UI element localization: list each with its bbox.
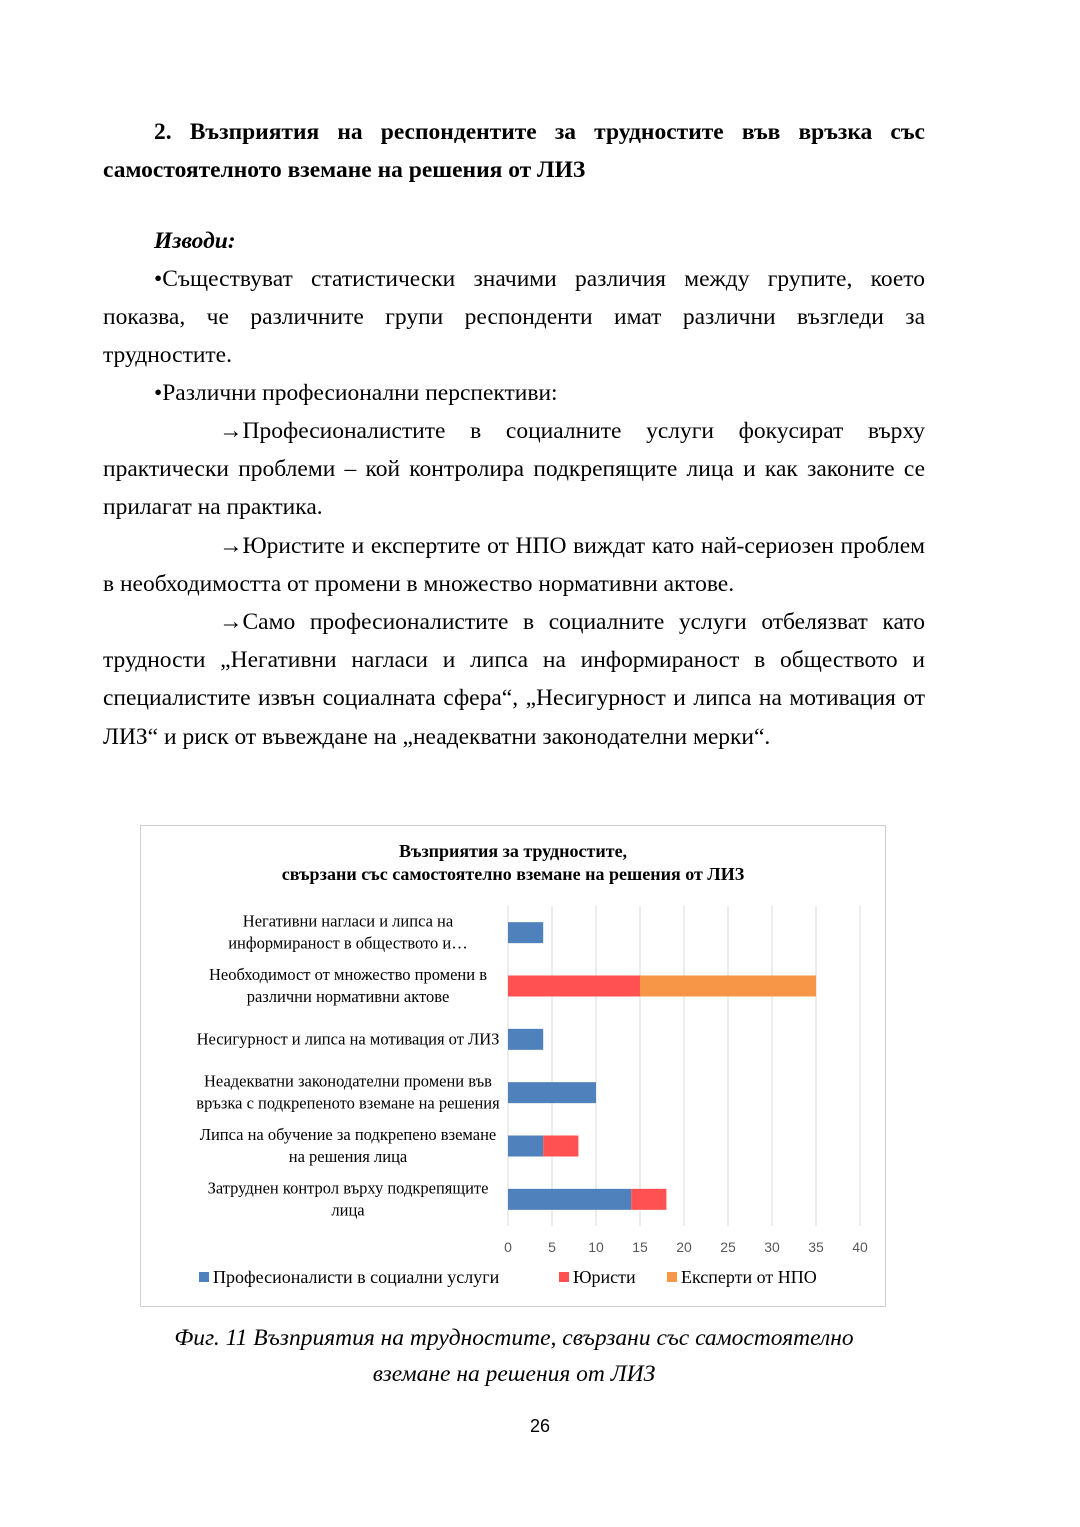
paragraph-social-services: →Професионалистите в социалните услуги фокусират върху практически проблеми – кой контролира подкрепящите лица и как законите се прилагат на практика. [103, 418, 925, 521]
x-tick-label: 30 [764, 1239, 780, 1255]
bar-chart [141, 826, 885, 1306]
legend-swatch [199, 1272, 209, 1282]
category-label: Негативни нагласи и липса на информираност в обществото и… [228, 911, 468, 953]
category-label: Затруднен контрол върху подкрепящите лица [207, 1178, 489, 1220]
bar-segment [543, 1136, 578, 1157]
bar-segment [508, 1136, 543, 1157]
legend-swatch [559, 1272, 569, 1282]
x-tick-label: 15 [632, 1239, 648, 1255]
page-number: 26 [529, 1416, 551, 1436]
x-tick-label: 25 [720, 1239, 736, 1255]
paragraph-statistical-differences: •Съществуват статистически значими различия между групите, което показва, че различните групи респонденти имат различни възгледи за трудностите. [103, 266, 925, 369]
legend-swatch [667, 1272, 677, 1282]
category-label: Необходимост от множество промени в различни нормативни актове [209, 965, 487, 1006]
section-heading [103, 113, 925, 189]
x-tick-label: 0 [504, 1239, 512, 1255]
paragraph-lawyers-ngo: →Юристите и експертите от НПО виждат като най-сериозен проблем в необходимостта от промени в множество нормативни актове. [103, 533, 925, 598]
x-tick-label: 40 [852, 1239, 868, 1255]
chart-title-line2: свързани със самостоятелно вземане на решения от ЛИЗ [281, 864, 745, 884]
x-tick-label: 5 [548, 1239, 556, 1255]
legend-label: Експерти от НПО [681, 1267, 817, 1287]
bar-segment [508, 1082, 596, 1103]
category-label: Неадекватни законодателни промени във връзка с подкрепеното вземане на решения [196, 1071, 500, 1113]
chart-container [140, 825, 886, 1307]
conclusions-label: Изводи: [154, 228, 236, 254]
paragraph-perspectives: •Различни професионални перспективи: [154, 380, 558, 406]
paragraph-only-professionals: →Само професионалистите в социалните услуги отбелязват като трудности „Негативни нагласи и липса на информираност в обществото и специалистите извън социалната сфера“, „Несигурност и липса на мотивация от ЛИЗ“ и риск от въвеждане на „неадекватни законодателни мерки“. [103, 609, 925, 750]
bar-segment [631, 1189, 666, 1210]
figure-caption-line1: Фиг. 11 Възприятия на трудностите, свързани със самостоятелно [174, 1325, 854, 1351]
category-label: Несигурност и липса на мотивация от ЛИЗ [196, 1029, 500, 1049]
bar-segment [508, 976, 640, 997]
chart-title-line1: Възприятия за трудностите, [398, 841, 628, 861]
figure-caption-line2: вземане на решения от ЛИЗ [372, 1361, 656, 1387]
section-heading-line1: 2. Възприятия на респондентите за трудностите във връзка със [154, 119, 925, 145]
x-tick-label: 20 [676, 1239, 692, 1255]
bar-segment [508, 922, 543, 943]
figure-caption [103, 1320, 925, 1392]
bar-segment [508, 1029, 543, 1050]
section-heading-line2: самостоятелното вземане на решения от ЛИЗ [103, 157, 586, 183]
x-tick-label: 10 [588, 1239, 604, 1255]
x-tick-label: 35 [808, 1239, 824, 1255]
legend-label: Професионалисти в социални услуги [213, 1267, 500, 1287]
legend-label: Юристи [573, 1267, 636, 1287]
bar-segment [640, 976, 816, 997]
category-label: Липса на обучение за подкрепено вземане на решения лица [199, 1125, 497, 1166]
bar-segment [508, 1189, 631, 1210]
